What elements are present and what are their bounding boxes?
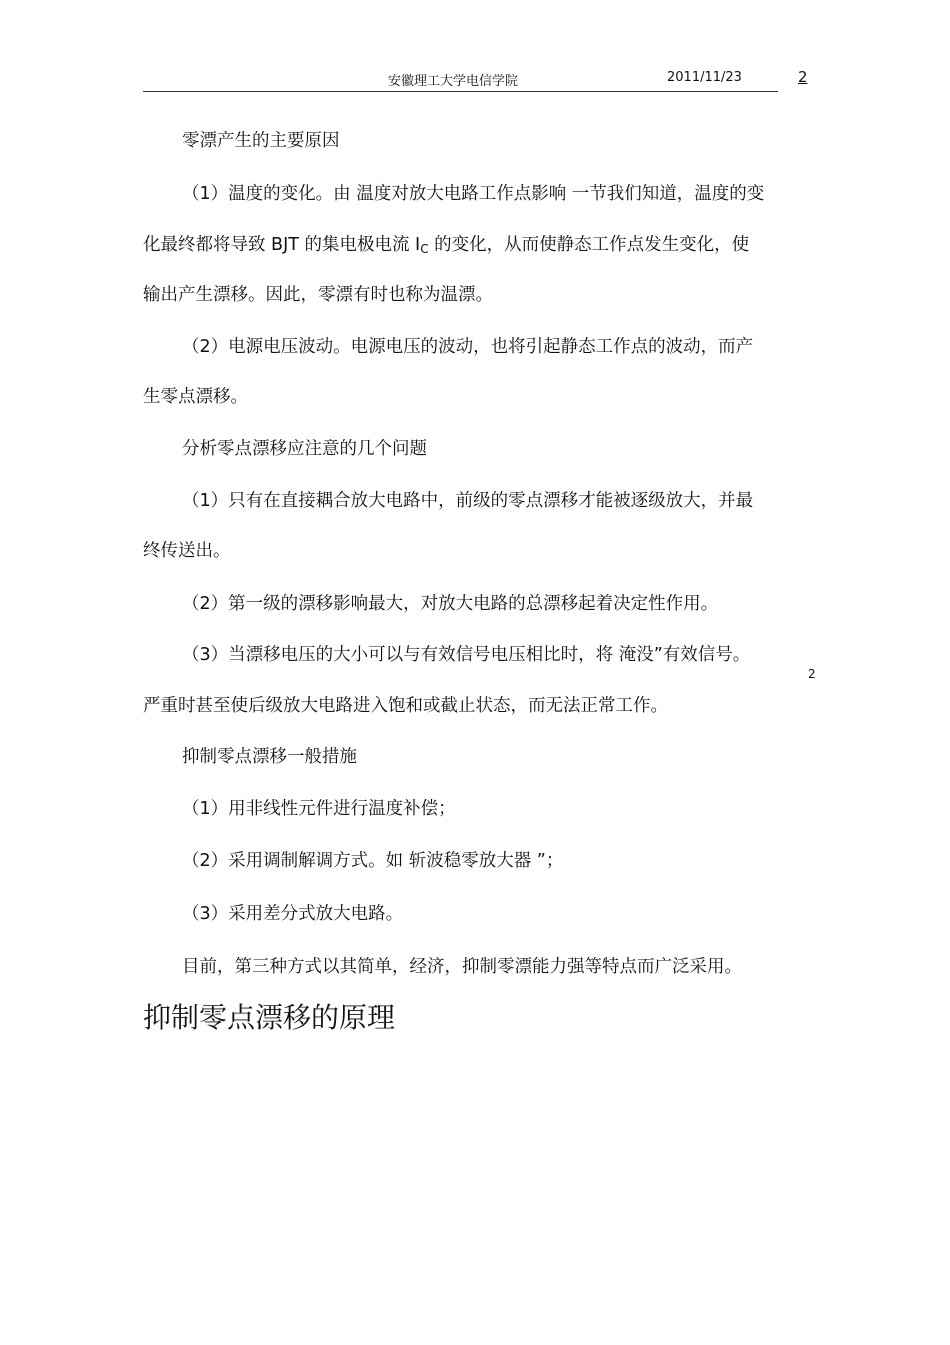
measure2-line: （2）采用调制解调方式。如 斩波稳零放大器 ”； [182,851,564,871]
issue3-line-a: （3）当漂移电压的大小可以与有效信号电压相比时，将 淹没”有效信号。 [182,645,751,665]
issue3-line-b: 严重时甚至使后级放大电路进入饱和或截止状态，而无法正常工作。 [143,696,668,716]
page-header [0,0,950,100]
header-rule [143,91,778,92]
cause1-line-b [143,234,749,260]
cause2-line-a: （2）电源电压波动。电源电压的波动，也将引起静态工作点的波动，而产 [182,337,754,357]
cause2-line-b: 生零点漂移。 [143,387,248,407]
section-heading: 抑制零点漂移的原理 [143,1001,396,1034]
cause1-line-b-pre: 化最终都将导致 BJT 的集电极电流 I [143,235,421,255]
conclusion-line: 目前，第三种方式以其简单，经济，抑制零漂能力强等特点而广泛采用。 [182,957,742,977]
measures-title: 抑制零点漂移一般措施 [182,747,357,767]
measure1-line: （1）用非线性元件进行温度补偿； [182,799,456,819]
collector-current-subscript: C [420,242,429,256]
issues-title: 分析零点漂移应注意的几个问题 [182,439,427,459]
side-page-number: 2 [808,667,816,681]
header-page-number: 2 [798,68,808,86]
issue1-line-a: （1）只有在直接耦合放大电路中，前级的零点漂移才能被逐级放大，并最 [182,491,754,511]
causes-title: 零漂产生的主要原因 [182,131,340,151]
cause1-line-a: （1）温度的变化。由 温度对放大电路工作点影响 一节我们知道，温度的变 [182,184,765,204]
cause1-line-c: 输出产生漂移。因此，零漂有时也称为温漂。 [143,285,493,305]
issue1-line-b: 终传送出。 [143,541,231,561]
header-school: 安徽理工大学电信学院 [388,74,519,89]
issue2-line: （2）第一级的漂移影响最大，对放大电路的总漂移起着决定性作用。 [182,594,719,614]
cause1-line-b-post: 的变化，从而使静态工作点发生变化，使 [428,235,750,255]
measure3-line: （3）采用差分式放大电路。 [182,904,404,924]
header-date: 2011/11/23 [667,70,742,85]
